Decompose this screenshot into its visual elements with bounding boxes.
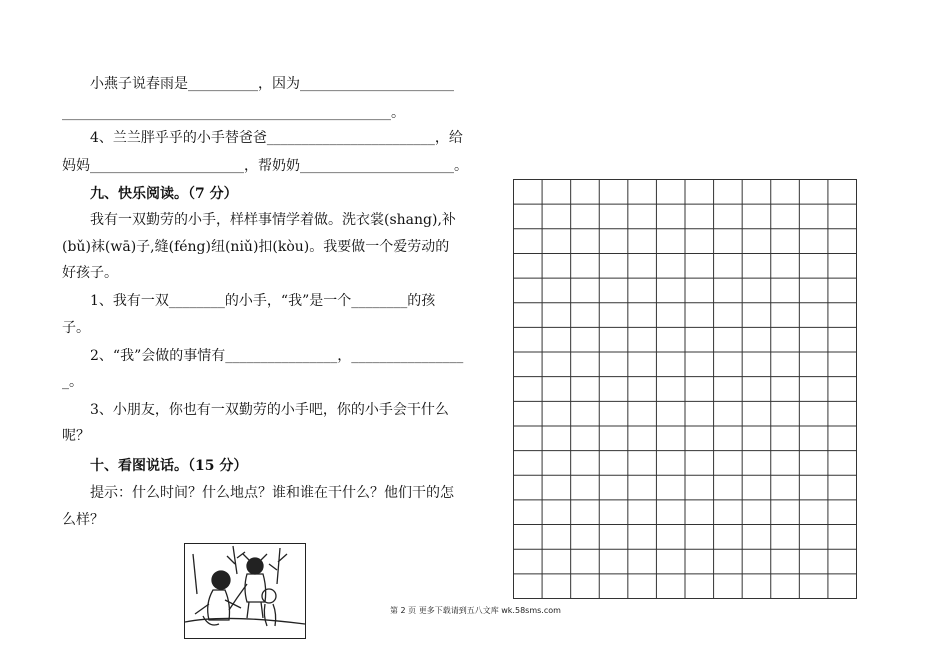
question-line: 3、小朋友，你也有一双勤劳的小手吧，你的小手会干什么	[90, 402, 449, 418]
question-line: _。	[62, 374, 83, 390]
reading-passage-line: 好孩子。	[62, 265, 118, 281]
question-line: 2、“我”会做的事情有________________，________________	[90, 348, 464, 364]
writing-grid[interactable]	[513, 179, 857, 599]
text-line: 4、兰兰胖乎乎的小手替爸爸________________________，给	[90, 130, 463, 146]
writing-grid-lines	[513, 179, 857, 599]
text-line: 妈妈______________________，帮奶奶______________________。	[62, 158, 468, 174]
hint-line: 么样？	[62, 512, 104, 528]
text-line: _______________________________________________。	[62, 105, 405, 121]
text-line: 小燕子说春雨是__________，因为______________________	[90, 76, 454, 92]
question-line: 呢？	[62, 428, 90, 444]
question-line: 1、我有一双________的小手，“我”是一个________的孩	[90, 293, 436, 309]
reading-passage-line: (bǔ)袜(wā)子,缝(féng)纽(niǔ)扣(kòu)。我要做一个爱劳动的	[62, 239, 450, 255]
section-heading-reading: 九、快乐阅读。（7 分）	[90, 186, 238, 202]
question-line: 子。	[62, 320, 90, 336]
children-planting-tree-icon	[184, 543, 306, 639]
hint-line: 提示：什么时间？什么地点？谁和谁在干什么？他们干的怎	[90, 485, 454, 501]
children-planting-tree-illustration	[185, 544, 305, 638]
reading-passage-line: 我有一双勤劳的小手，样样事情学着做。洗衣裳(shang),补	[90, 212, 456, 228]
section-heading-picture-talk: 十、看图说话。（15 分）	[90, 458, 248, 474]
page-footer: 第 2 页 更多下载请到五八文库 wk.58sms.com	[390, 606, 561, 615]
